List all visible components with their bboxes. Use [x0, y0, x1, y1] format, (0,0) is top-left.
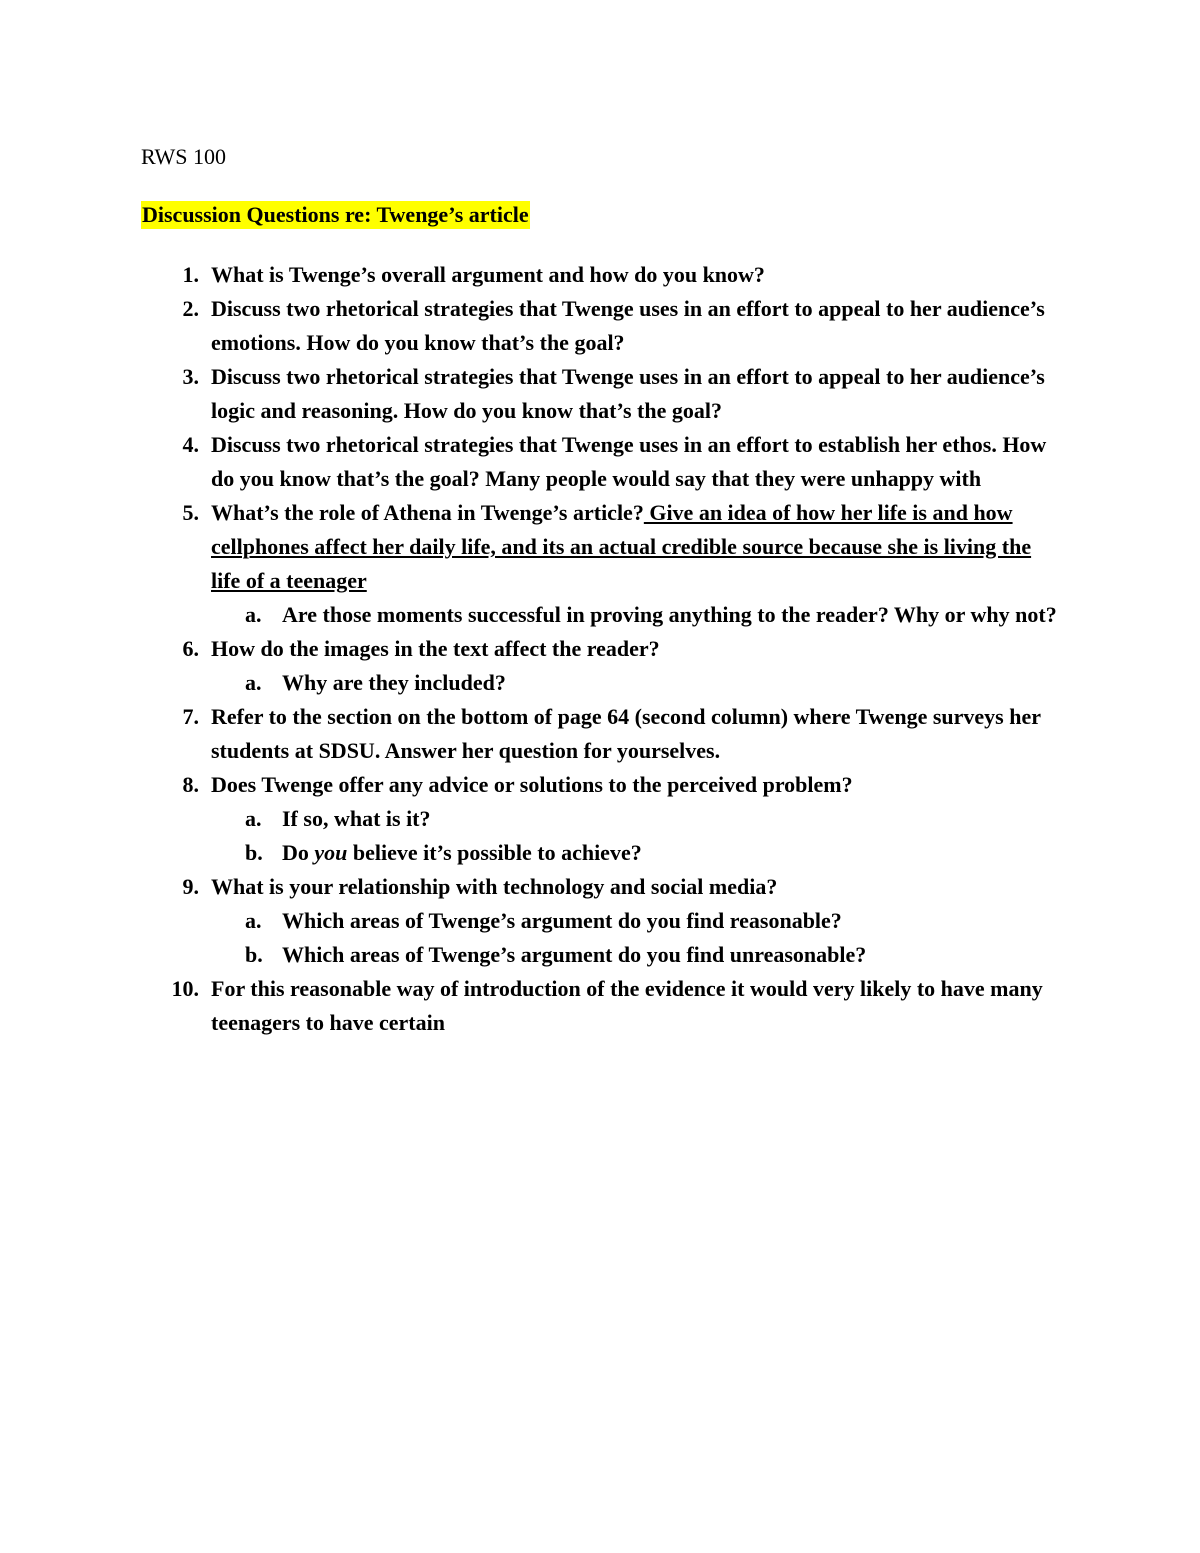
sub-question-text: Are those moments successful in proving anything to the reader? Why or why not? [282, 602, 1057, 627]
sub-question-item [141, 836, 1061, 870]
question-list [141, 258, 1061, 1040]
question-item [141, 632, 1061, 666]
sub-question-letter: a. [245, 670, 262, 695]
question-item [141, 428, 1061, 496]
question-item [141, 496, 1061, 598]
sub-question-item [141, 666, 1061, 700]
sub-question-text: Which areas of Twenge’s argument do you find unreasonable? [282, 942, 867, 967]
emphasized-word: you [314, 840, 348, 865]
sub-question-text: believe it’s possible to achieve? [347, 840, 642, 865]
question-item [141, 360, 1061, 428]
sub-question-letter: b. [245, 942, 263, 967]
sub-question-item [141, 598, 1061, 632]
question-text: Discuss two rhetorical strategies that Twenge uses in an effort to appeal to her audience’s logic and reasoning. How do you know that’s the goal? [211, 364, 1045, 423]
sub-question-text: Do [282, 840, 315, 865]
question-text: Refer to the section on the bottom of page 64 (second column) where Twenge surveys her students at SDSU. Answer her question for yourselves. [211, 704, 1041, 763]
question-text: What is Twenge’s overall argument and how do you know? [211, 262, 765, 287]
question-text: What’s the role of Athena in Twenge’s article? [211, 500, 644, 525]
question-text: For this reasonable way of introduction of the evidence it would very likely to have many teenagers to have certain [211, 976, 1043, 1035]
question-item [141, 972, 1061, 1040]
sub-question-letter: b. [245, 840, 263, 865]
question-item [141, 258, 1061, 292]
course-label: RWS 100 [141, 144, 226, 169]
question-item [141, 870, 1061, 904]
question-text: Discuss two rhetorical strategies that Twenge uses in an effort to establish her ethos. How do you know that’s the goal? Many people would say that they were unhappy with [211, 432, 1047, 491]
question-number: 10. [171, 976, 199, 1001]
question-number: 7. [182, 704, 199, 729]
question-number: 8. [182, 772, 199, 797]
student-answer: Give an idea of how her life is and how cellphones affect her daily life, and its an actual credible source because she is living the life of a teenager [211, 500, 1032, 593]
question-number: 9. [182, 874, 199, 899]
sub-question-text: If so, what is it? [282, 806, 431, 831]
sub-question-item [141, 904, 1061, 938]
question-text: What is your relationship with technology and social media? [211, 874, 778, 899]
sub-question-item [141, 802, 1061, 836]
sub-question-letter: a. [245, 908, 262, 933]
question-number: 6. [182, 636, 199, 661]
question-number: 3. [182, 364, 199, 389]
sub-question-letter: a. [245, 806, 262, 831]
question-number: 2. [182, 296, 199, 321]
sub-question-text: Which areas of Twenge’s argument do you find reasonable? [282, 908, 842, 933]
question-number: 4. [182, 432, 199, 457]
question-item [141, 768, 1061, 802]
question-text: Discuss two rhetorical strategies that Twenge uses in an effort to appeal to her audience’s emotions. How do you know that’s the goal? [211, 296, 1045, 355]
question-item [141, 292, 1061, 360]
question-text: How do the images in the text affect the reader? [211, 636, 660, 661]
question-number: 1. [182, 262, 199, 287]
question-item [141, 700, 1061, 768]
sub-question-item [141, 938, 1061, 972]
question-number: 5. [182, 500, 199, 525]
sub-question-text: Why are they included? [282, 670, 506, 695]
page-title: Discussion Questions re: Twenge’s article [142, 202, 529, 227]
question-text: Does Twenge offer any advice or solutions to the perceived problem? [211, 772, 853, 797]
sub-question-letter: a. [245, 602, 262, 627]
